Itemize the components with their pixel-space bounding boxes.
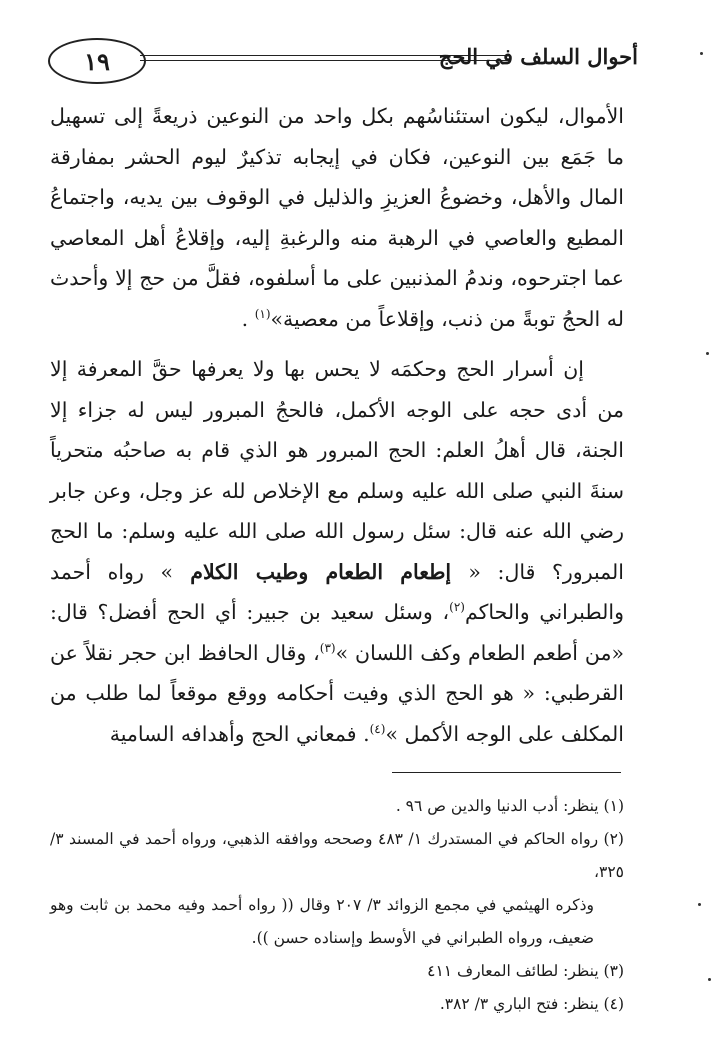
footnote-2: (٢) رواه الحاكم في المستدرك ١/ ٤٨٣ وصححه ووافقه الذهبي، ورواه أحمد في المسند ٣/ ٣٢٥،: [50, 830, 624, 881]
footnotes: [50, 790, 624, 1021]
paragraph-2-text-a: إن أسرار الحج وحكمَه لا يحس بها ولا يعرفها حقَّ المعرفة إلا من أدى حجه على الوجه الأكمل، فالحجُ المبرور ليس له جزاء إلا الجنة، قال أهلُ العلم: الحج المبرور هو الذي قام به صاحبُه متحرياً سنةَ النبي صلى الله عليه وسلم مع الإخلاص لله عز وجل، وعن جابر رضي الله عنه قال: سئل رسول الله صلى الله عليه وسلم: ما الحج المبرور؟ قال: «: [50, 357, 624, 584]
footnote-ref-1: (١): [254, 306, 271, 321]
scan-speck: [700, 52, 703, 55]
paragraph-2: [50, 349, 624, 754]
footnote-ref-4: (٤): [369, 721, 386, 736]
footnote-3: (٣) ينظر: لطائف المعارف ٤١١: [427, 962, 624, 980]
main-text: [50, 96, 624, 754]
paragraph-2-text-b: » رواه أحمد والطبراني والحاكم: [50, 559, 625, 624]
footnote-1: (١) ينظر: أدب الدنيا والدين ص ٩٦ .: [395, 797, 624, 815]
footnote-4: (٤) ينظر: فتح الباري ٣/ ٣٨٢.: [439, 995, 624, 1013]
page-header: [48, 38, 638, 84]
footnote-separator: [392, 772, 621, 773]
hadith-quote-bold: إطعام الطعام وطيب الكلام: [173, 559, 469, 584]
paragraph-2-text-d: ، وقال الحافظ ابن حجر نقلاً عن القرطبي: « هو الحج الذي وفيت أحكامه ووقع موقعاً لما طلب من المكلف على الوجه الأكمل »: [50, 640, 624, 746]
paragraph-1-end: .: [241, 306, 255, 331]
footnote-ref-2: (٢): [449, 600, 465, 615]
footnote-ref-3: (٣): [319, 640, 336, 655]
scan-speck: [706, 352, 709, 355]
scan-speck: [708, 978, 711, 981]
paragraph-1: [50, 96, 624, 339]
paragraph-1-text: الأموال، ليكون استئناسُهم بكل واحد من النوعين ذريعةً إلى تسهيل ما جَمَع بين النوعين، فكان في إيجابه تذكيرٌ ليوم الحشر بمفارقة المال والأهل، وخضوعُ العزيزِ والذليل في الوقوف بين يديه، واجتماعُ المطيع والعاصي في الرهبة منه والرغبةِ إليه، وإقلاعُ أهل المعاصي عما اجترحوه، وندمُ المذنبين على ما أسلفوه، فقلَّ من حج إلا وأحدث له الحجُ توبةً من ذنب، وإقلاعاً من معصية»: [50, 104, 624, 331]
running-title: أحوال السلف في الحج: [438, 44, 638, 69]
scan-speck: [698, 903, 701, 906]
paragraph-2-text-c: ، وسئل سعيد بن جبير: أي الحج أفضل؟ قال: «من أطعم الطعام وكف اللسان »: [50, 600, 624, 665]
footnote-2-continuation: وذكره الهيثمي في مجمع الزوائد ٣/ ٢٠٧ وقال (( رواه أحمد وفيه محمد بن ثابت وهو ضعيف، ورواه الطبراني في الأوسط وإسناده حسن )).: [50, 896, 594, 947]
paragraph-2-text-e: . فمعاني الحج وأهدافه السامية: [109, 721, 370, 746]
page-number: ١٩: [48, 38, 146, 84]
